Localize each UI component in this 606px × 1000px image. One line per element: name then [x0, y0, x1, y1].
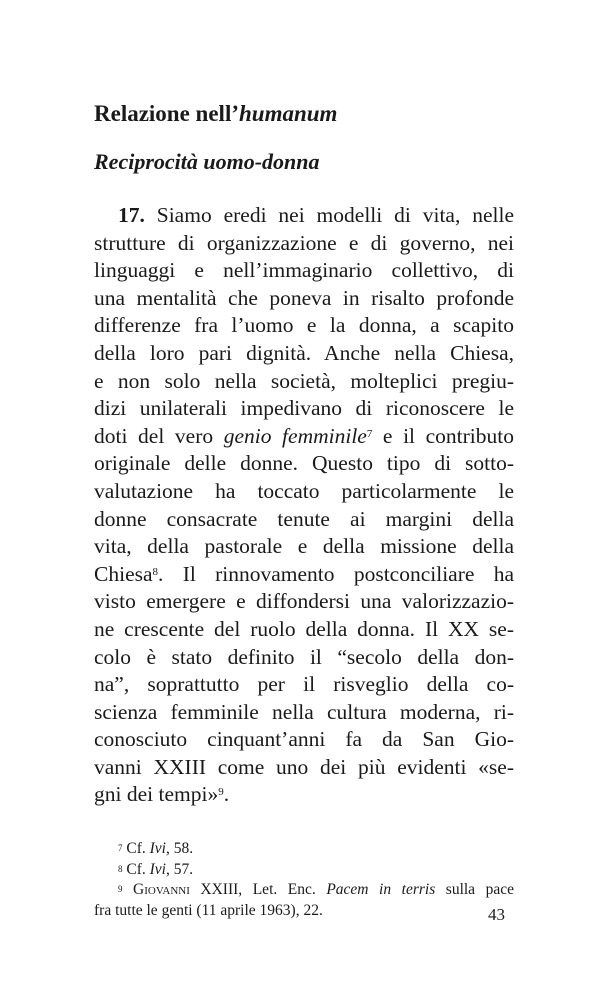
- page-number: 43: [488, 905, 505, 924]
- paragraph-line: ne crescente del ruolo della donna. Il XX se-: [94, 616, 514, 641]
- paragraph-line: strutture di organizzazione e di governo, nei: [94, 230, 514, 255]
- paragraph-line: Chiesa$^8$. Il rinnovamento postconciliare ha: [94, 561, 514, 586]
- paragraph-line: una mentalità che poneva in risalto profonde: [94, 285, 514, 310]
- paragraph-number: 17.: [118, 203, 145, 227]
- footnote-8: $^8$ Cf. Ivi, 57.: [118, 860, 194, 878]
- section-heading-text: Relazione nell’: [94, 101, 239, 126]
- paragraph-line: dizi unilaterali impedivano di riconoscere le: [94, 396, 514, 421]
- paragraph-line: vanni XXIII come uno dei più evidenti «se-: [94, 754, 514, 779]
- footnotes: [94, 839, 514, 921]
- footnote-ref-7[interactable]: 7: [366, 427, 373, 440]
- paragraph-line: visto emergere e diffondersi una valorizzazio-: [94, 589, 514, 614]
- encyclical-title: Pacem in terris: [326, 881, 436, 899]
- paragraph-line: gni dei tempi»$^9$.: [94, 782, 230, 807]
- footnote-9: $^9$ Giovanni XXIII, Let. Enc. Pacem in terris sulla pace: [118, 881, 514, 899]
- paragraph-line: 17. Siamo eredi nei modelli di vita, nelle: [118, 203, 514, 227]
- paragraph-line: e non solo nella società, molteplici pregiu-: [94, 368, 514, 393]
- paragraph-line: valutazione ha toccato particolarmente le: [94, 478, 514, 503]
- footnote-number: 7: [118, 843, 123, 854]
- footnote-ref-8[interactable]: 8: [152, 565, 159, 578]
- paragraph-line: doti del vero genio femminile$^7$ e il contributo: [94, 423, 514, 448]
- footnote-9-continued: fra tutte le genti (11 aprile 1963), 22.: [94, 901, 323, 919]
- paragraph-line: scienza femminile nella cultura moderna, ri-: [94, 699, 514, 724]
- paragraph-line: colo è stato definito il “secolo della don-: [94, 644, 514, 669]
- footnote-ref-9[interactable]: 9: [218, 786, 224, 799]
- paragraph-line: na”, soprattutto per il risveglio della co-: [94, 672, 514, 697]
- section-heading: [94, 100, 514, 128]
- author-smallcaps: Giovanni: [133, 881, 190, 899]
- footnote-number: 8: [118, 863, 123, 874]
- paragraph-line: linguaggi e nell’immaginario collettivo, di: [94, 258, 514, 283]
- paragraph-line: conosciuto cinquant’anni fa da San Gio-: [94, 727, 514, 752]
- section-heading-italic: humanum: [239, 101, 338, 126]
- paragraph-line: donne consacrate tenute ai margini della: [94, 506, 514, 531]
- footnote-7: $^7$ Cf. Ivi, 58.: [118, 840, 194, 858]
- section-subheading: Reciprocità uomo-donna: [94, 149, 320, 174]
- paragraph-line: vita, della pastorale e della missione della: [94, 534, 514, 559]
- paragraph-line: della loro pari dignità. Anche nella Chiesa,: [94, 340, 514, 365]
- genio-femminile-italic: genio femminile: [223, 423, 367, 448]
- footnote-number: 9: [118, 884, 123, 895]
- paragraph-line: differenze fra l’uomo e la donna, a scapito: [94, 313, 514, 338]
- page-content: [94, 100, 514, 921]
- paragraph-line: originale delle donne. Questo tipo di sotto-: [94, 451, 514, 476]
- paragraph-17: [94, 202, 514, 809]
